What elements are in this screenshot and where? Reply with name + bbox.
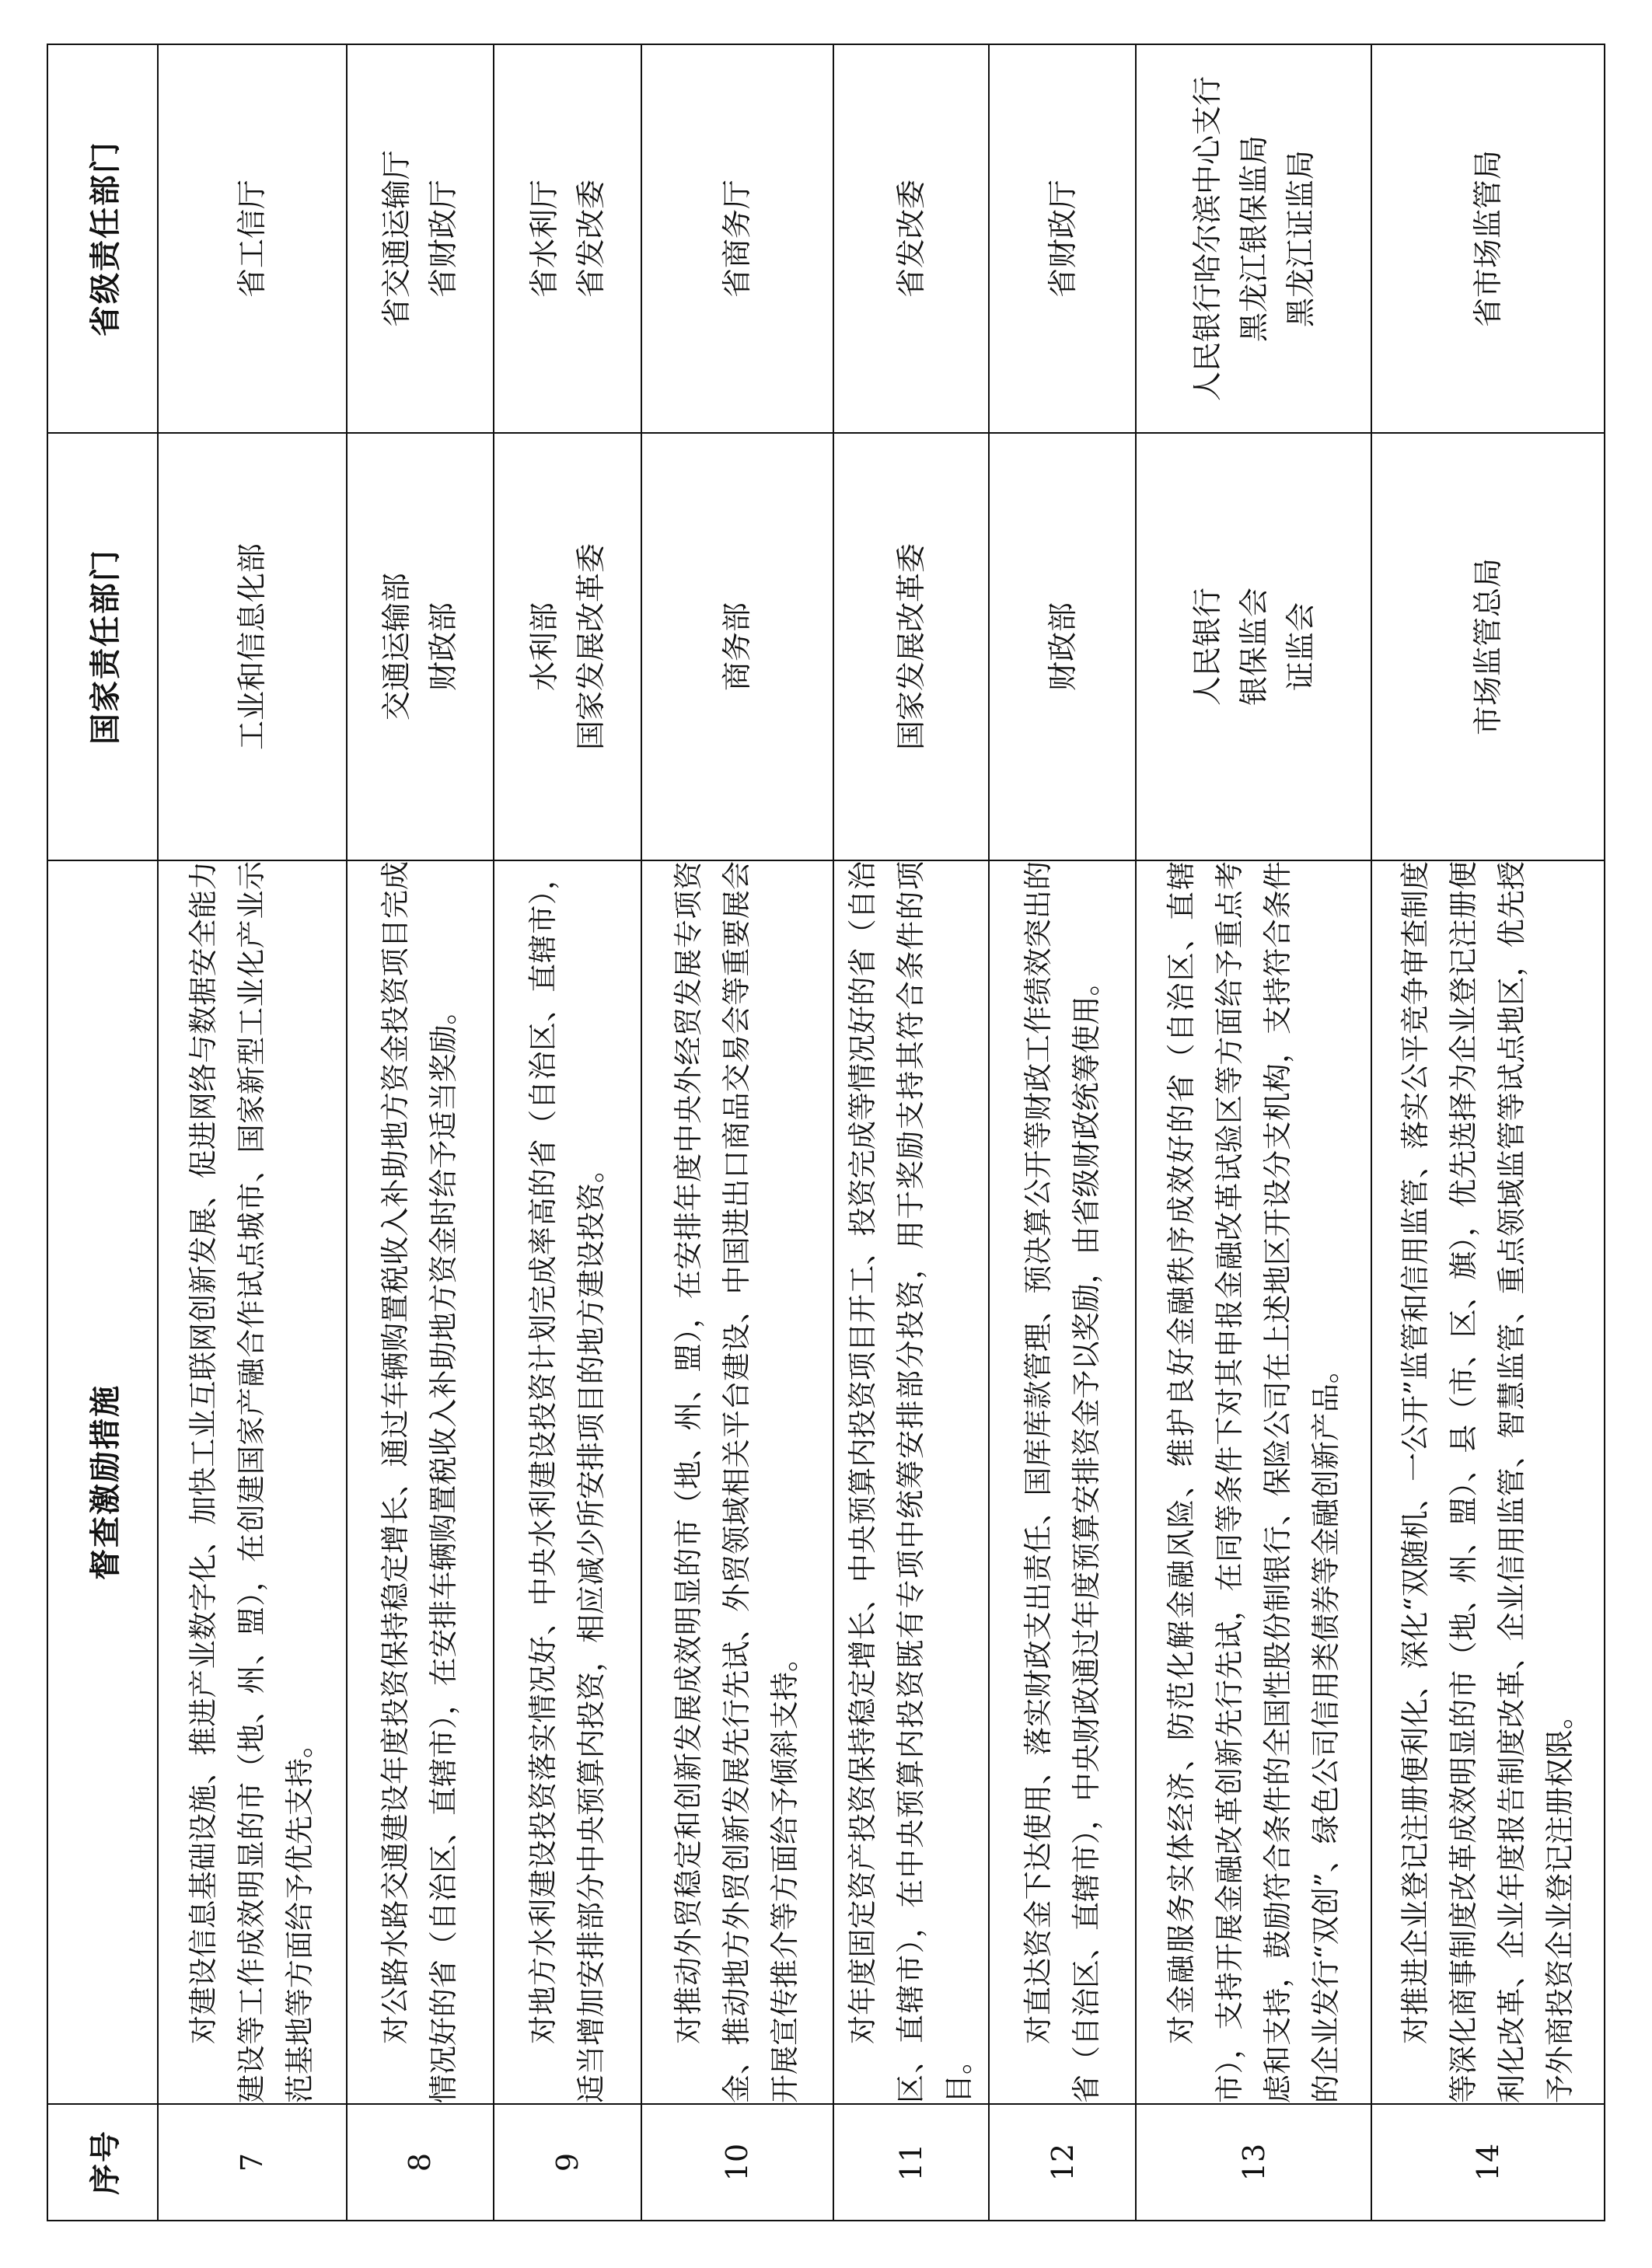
provincial-dept: 省财政厅: [426, 180, 461, 298]
header-no: 序号: [47, 2104, 158, 2221]
provincial-dept-cell: [1136, 44, 1371, 433]
national-dept: 商务部: [720, 602, 755, 692]
table-row: [1136, 44, 1371, 2221]
national-dept: 财政部: [426, 602, 461, 692]
table-row: [1371, 44, 1605, 2221]
header-national-dept: 国家责任部门: [47, 433, 158, 860]
measure-text: 对年度固定资产投资保持稳定增长、中央预算内投资项目开工、投资完成等情况好的省（自治区、直辖市），在中央预算内投资既有专项中统筹安排部分投资，用于奖励支持其符合条件的项目。: [833, 860, 989, 2104]
measure-text: 对公路水路交通建设年度投资保持稳定增长、通过车辆购置税收入补助地方资金投资项目完成情况好的省（自治区、直辖市），在安排车辆购置税收入补助地方资金时给予适当奖励。: [347, 860, 494, 2104]
rotated-table-container: [47, 45, 1605, 2221]
header-measures: 督查激励措施: [47, 860, 158, 2104]
measure-text: 对直达资金下达使用、落实财政支出责任、国库库款管理、预决算公开等财政工作绩效突出的省（自治区、直辖市），中央财政通过年度预算安排资金予以奖励，由省级财政统筹使用。: [989, 860, 1137, 2104]
provincial-dept-cell: [158, 44, 347, 433]
table-row: [494, 44, 641, 2221]
table-row: [833, 44, 989, 2221]
provincial-dept: 省市场监管局: [1470, 150, 1505, 328]
national-dept-cell: [641, 433, 833, 860]
national-dept-cell: [1136, 433, 1371, 860]
provincial-dept: 省水利厅: [526, 180, 561, 298]
row-number: 9: [494, 2104, 641, 2221]
national-dept: 银保监会: [1236, 588, 1271, 707]
row-number: 11: [833, 2104, 989, 2221]
national-dept: 交通运输部: [379, 573, 414, 721]
row-number: 7: [158, 2104, 347, 2221]
provincial-dept-cell: [494, 44, 641, 433]
provincial-dept: 黑龙江银保监局: [1236, 135, 1271, 343]
national-dept-cell: [347, 433, 494, 860]
provincial-dept-cell: [641, 44, 833, 433]
provincial-dept-cell: [1371, 44, 1605, 433]
table-row: [347, 44, 494, 2221]
national-dept: 国家发展改革委: [893, 543, 928, 751]
provincial-dept: 省财政厅: [1045, 180, 1080, 298]
incentive-measures-table: [47, 44, 1605, 2221]
table-header-row: [47, 44, 158, 2221]
national-dept: 人民银行: [1189, 588, 1224, 707]
provincial-dept: 人民银行哈尔滨中心支行: [1189, 76, 1224, 402]
provincial-dept: 黑龙江证监局: [1283, 150, 1318, 328]
row-number: 10: [641, 2104, 833, 2221]
national-dept: 工业和信息化部: [235, 543, 270, 751]
provincial-dept-cell: [989, 44, 1137, 433]
table-row: [989, 44, 1137, 2221]
header-provincial-dept: 省级责任部门: [47, 44, 158, 433]
national-dept: 水利部: [526, 602, 561, 692]
measure-text: 对推动外贸稳定和创新发展成效明显的市（地、州、盟），在安排年度中央外经贸发展专项资金、推动地方外贸创新发展先行先试、外贸领域相关平台建设、中国进出口商品交易会等重要展会开展宣传推介等方面给予倾斜支持。: [641, 860, 833, 2104]
national-dept-cell: [833, 433, 989, 860]
national-dept-cell: [989, 433, 1137, 860]
measure-text: 对建设信息基础设施、推进产业数字化、加快工业互联网创新发展、促进网络与数据安全能力建设等工作成效明显的市（地、州、盟），在创建国家产融合作试点城市、国家新型工业化产业示范基地等方面给予优先支持。: [158, 860, 347, 2104]
national-dept: 证监会: [1283, 602, 1318, 692]
national-dept: 财政部: [1045, 602, 1080, 692]
national-dept-cell: [1371, 433, 1605, 860]
row-number: 8: [347, 2104, 494, 2221]
provincial-dept-cell: [833, 44, 989, 433]
national-dept: 市场监管总局: [1470, 558, 1505, 736]
measure-text: 对推进企业登记注册便利化、深化“双随机、一公开”监管和信用监管、落实公平竞争审查制度等深化商事制度改革成效明显的市（地、州、盟）、县（市、区、旗），优先选择为企业登记注册便利化改革、企业年度报告制度改革、企业信用监管、智慧监管、重点领域监管等试点地区，优先授予外商投资企业登记注册权限。: [1371, 860, 1605, 2104]
table-row: [641, 44, 833, 2221]
provincial-dept-cell: [347, 44, 494, 433]
provincial-dept: 省发改委: [893, 180, 928, 298]
row-number: 14: [1371, 2104, 1605, 2221]
provincial-dept: 省商务厅: [720, 180, 755, 298]
row-number: 13: [1136, 2104, 1371, 2221]
national-dept: 国家发展改革委: [573, 543, 608, 751]
national-dept-cell: [158, 433, 347, 860]
provincial-dept: 省交通运输厅: [379, 150, 414, 328]
national-dept-cell: [494, 433, 641, 860]
provincial-dept: 省发改委: [573, 180, 608, 298]
provincial-dept: 省工信厅: [235, 180, 270, 298]
table-row: [158, 44, 347, 2221]
row-number: 12: [989, 2104, 1137, 2221]
measure-text: 对地方水利建设投资落实情况好、中央水利建设投资计划完成率高的省（自治区、直辖市），适当增加安排部分中央预算内投资，相应减少所安排项目的地方建设投资。: [494, 860, 641, 2104]
measure-text: 对金融服务实体经济、防范化解金融风险、维护良好金融秩序成效好的省（自治区、直辖市），支持开展金融改革创新先行先试，在同等条件下对其申报金融改革试验区等方面给予重点考虑和支持，鼓励符合条件的全国性股份制银行、保险公司在上述地区开设分支机构，支持符合条件的企业发行“双创”、绿色公司信用类债券等金融创新产品。: [1136, 860, 1371, 2104]
